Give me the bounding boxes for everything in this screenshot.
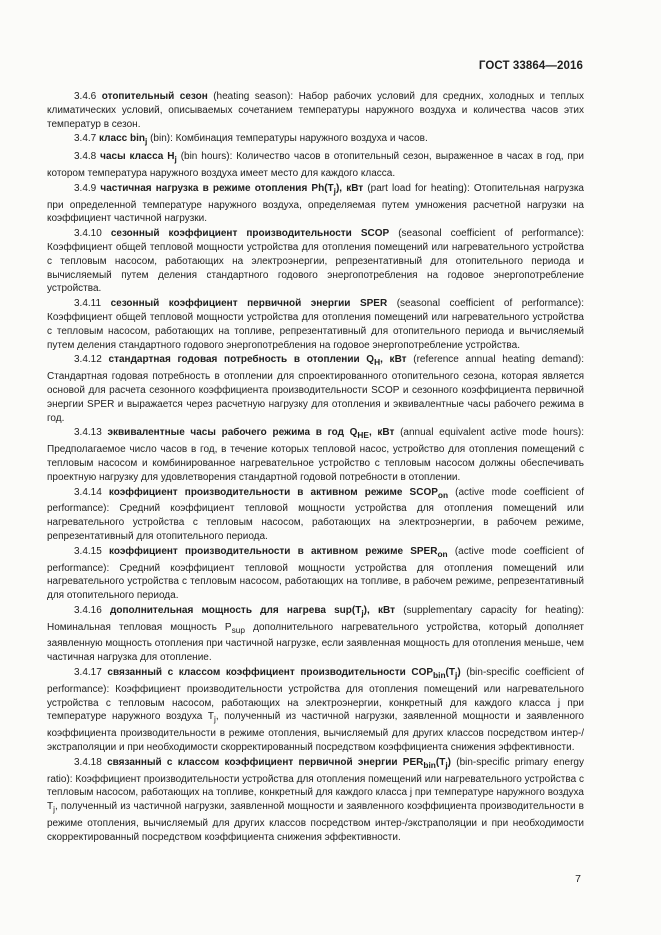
document-body — [47, 90, 584, 846]
definition-paragraph: 3.4.11 сезонный коэффициент первичной энергии SPER (seasonal coefficient of performance): Коэффициент общей тепловой мощности устройства для отопления помещений или нагревательного устройства с тепловым насосом, работающих на топливе, репрезентативный для отопительного периода и вычисляемый путем деления стандартного годового энергопотребления на годовое энергопотребление устройства. — [47, 298, 585, 351]
definition-paragraph: 3.4.12 стандартная годовая потребность в отоплении $Q_H$, кВт (reference annual heating demand): Стандартная годовая потребность в отоплении для спроектированного отопительного сезона, которая является основой для расчета сезонного коэффициента производительности SCOP и сезонного коэффициента первичной энергии SPER и выражается через расчетную нагрузку для отопления и эквивалентные часы рабочего режима в год. — [47, 354, 584, 424]
definition-paragraph: 3.4.16 дополнительная мощность для нагрева $sup(T_j)$, кВт (supplementary capacity for heating): Номинальная тепловая мощность $P_{sup}$ дополнительного нагревательного устройства, который дополняет заявленную мощность отопления при частичной нагрузке, если заявленная мощность для отопления меньше, чем частичная нагрузка для отопление. — [47, 604, 585, 664]
definition-paragraph: 3.4.7 класс bin$_j$ (bin): Комбинация температуры наружного воздуха и часов. — [74, 133, 428, 147]
definition-paragraph: 3.4.6 отопительный сезон (heating season): Набор рабочих условий для средних, холодных и теплых климатических условий, описываемых сочетанием температуры наружного воздуха и количества часов этих температур в сезон. — [47, 91, 584, 130]
definition-paragraph: 3.4.15 коэффициент производительности в активном режиме $SPER_{on}$ (active mode coefficient of performance): Средний коэффициент тепловой мощности устройства для отопления помещений или нагревательного устройства с тепловым насосом, работающих на топливе, в рабочем режиме, репрезентативный для отопительного периода. — [47, 545, 585, 602]
definition-paragraph: 3.4.9 частичная нагрузка в режиме отопления $Ph(T_j)$, кВт (part load for heating): Отопительная нагрузка при определенной температуре наружного воздуха, определяемая путем умножения расчетной нагрузки на коэффициент частичной нагрузки. — [47, 182, 584, 225]
document-standard-number: ГОСТ 33864—2016 — [478, 60, 583, 72]
definition-paragraph: 3.4.18 связанный с классом коэффициент первичной энергии $PER_{bin}(T_j)$ (bin-specific primary energy ratio): Коэффициент производительности устройства для отопления помещений или нагревательного устройства с тепловым насосом, работающих на топливе, конкретный для каждого класса j при температуре наружного воздуха $T_j$, полученный из частичной нагрузки, заявленной мощности и заявленного коэффициента производительности в режиме отопления, вычисляемый для других классов посредством интер-/экстраполяции и при необходимости скорректированный посредством коэффициента снижения эффективности. — [47, 756, 584, 843]
definition-paragraph: 3.4.10 сезонный коэффициент производительности SCOP (seasonal coefficient of performance): Коэффициент общей тепловой мощности устройства для отопления помещений или нагревательного устройства с тепловым насосом, работающих на электроэнергии, репрезентативный для отопительного периода и вычисляемый путем деления стандартного годового энергопотребления на годовое энергопотребление устройства. — [47, 228, 585, 295]
definition-paragraph: 3.4.13 эквивалентные часы рабочего режима в год $Q_{HE}$, кВт (annual equivalent active mode hours): Предполагаемое число часов в год, в течение которых тепловой насос, устройство для отопления помещений с тепловым насосом и комбинированное нагревательное устройство с тепловым насосом должны обеспечивать проектную нагрузку для удовлетворения стандартной годовой потребности в отоплении. — [47, 427, 585, 483]
page-number: 7 — [575, 873, 581, 885]
definition-paragraph: 3.4.14 коэффициент производительности в активном режиме $SCOP_{on}$ (active mode coefficient of performance): Средний коэффициент тепловой мощности устройства для отопления помещений или нагревательного устройства с тепловым насосом, работающих на электроэнергии, в рабочем режиме, репрезентативный для отопительного периода. — [47, 486, 585, 542]
definition-paragraph: 3.4.8 часы класса $H_j$ (bin hours): Количество часов в отопительный сезон, выраженное в часах в год, при котором температура наружного воздуха имеет место для каждого класса. — [47, 151, 584, 179]
definition-paragraph: 3.4.17 связанный с классом коэффициент производительности $COP_{bin}(T_j)$ (bin-specific coefficient of performance): Коэффициент производительности устройства для отопления помещений или нагревательного устройства с тепловым насосом, работающих на электроэнергии, конкретный для каждого класса j при температуре наружного воздуха $T_j$, полученный из частичной нагрузки, заявленной мощности и заявленного коэффициента производительности в режиме отопления, вычисляемый для других классов посредством интер-/экстраполяции и при необходимости скорректированный посредством коэффициента снижения эффективности. — [47, 667, 585, 754]
